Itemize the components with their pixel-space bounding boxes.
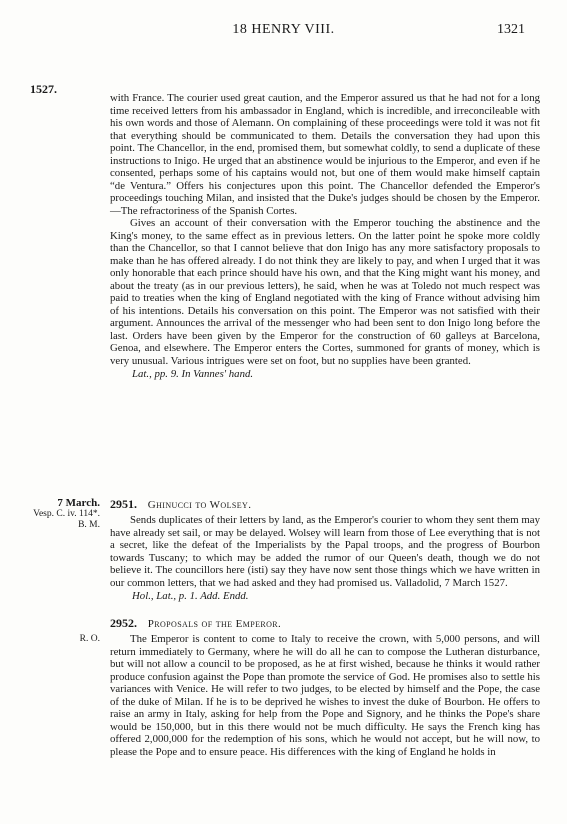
entry-2952-body: The Emperor is content to come to Italy to receive the crown, with 5,000 persons, and will return immediately to Germany, where he will do all he can to compose the Lutheran disturbance, but will not allow a council to be proposed, as he at first wished, because he thinks it would rather produce confusion against the Pope than promote the service of God. He promises also to settle his variances with Venice. He will refer to two judges, to be elected by himself and the Pope, the case of the duke of Milan. If he is to be deprived he wishes to invest the duke of Bourbon. He offers to raise an army in Italy, asking for help from the Pope and Signory, and he thinks the Pope's share would be 150,000, but in this there would not be much difficulty. He says the French king has offered 2,000,000 for the redemption of his sons, which he would not accept, but he will now, to please the Pope and to ensure peace. His differences with the king of England he holds in xyxy=(110,633,540,758)
running-title: 18 HENRY VIII. xyxy=(232,22,335,37)
entry-2951-number: 2951. xyxy=(110,497,137,511)
entry-2951-location: B. M. xyxy=(78,520,100,530)
entry-2952-title: Proposals of the Emperor. xyxy=(147,618,282,630)
entry-2951-date: 7 March. xyxy=(57,497,100,509)
entry-2951-reference: Vesp. C. iv. 114*. xyxy=(33,509,100,519)
entry-2952-margin xyxy=(30,634,100,645)
entry-2952-number: 2952. xyxy=(110,616,137,630)
entry-2950-paragraph-1: with France. The courier used great caution, and the Emperor assured us that he had not for a long time received letters from his ambassador in England, which is incredible, and irreconcileable with his own words and those of Alemann. On complaining of these proceedings were told it was not fit that everything should be communicated to them. Details the conversation they had upon this point. The Chancellor, in the end, promised them, but somewhat coldly, to send a duplicate of these instructions to Inigo. He urged that an abstinence would be injurious to the Emperor, and even if he consented, perhaps some of his captains would not, but one of them would make himself captain “de Ventura.” Offers his conjectures upon this point. The Chancellor defended the Emperor's proceedings touching Milan, and insisted that the Duke's judges should be chosen by the Emperor.—The refractoriness of the Spanish Cortes. xyxy=(110,92,540,217)
entry-2951-heading xyxy=(110,498,540,512)
entry-2951-body: Sends duplicates of their letters by land, as the Emperor's courier to whom they sent them may have already set sail, or may be delayed. Wolsey will learn from those of Lee everything that is not a secret, like the defeat of the Imperialists by the Papal troops, and the progress of Bourbon towards Tuscany; to which may be added the rumor of our Queen's death, though we do not believe it. The councillors here (isti) say they have now sent those things which we have written in our common letters, that we had asked and they had promised us. Valladolid, 7 March 1527. xyxy=(110,514,540,589)
entry-2952-heading xyxy=(110,617,540,631)
entry-2950-source: Lat., pp. 9. In Vannes' hand. xyxy=(132,368,254,380)
entry-2951-title: Ghinucci to Wolsey. xyxy=(147,499,252,511)
entry-2951-source: Hol., Lat., p. 1. Add. Endd. xyxy=(132,590,249,602)
entry-2951 xyxy=(110,498,540,603)
page-number: 1321 xyxy=(497,22,525,37)
entry-2951-margin xyxy=(30,498,100,531)
entry-2950-continuation xyxy=(110,92,540,381)
year-marker: 1527. xyxy=(30,82,57,96)
entry-2950-paragraph-2: Gives an account of their conversation with the Emperor touching the abstinence and the King's money, to the same effect as in previous letters. On the latter point he spoke more coldly than the Chancellor, so that I cannot believe that don Inigo has any more satisfactory proposals to make than he has offered already. I do not think they are likely to pay, and when I urged that it was only honorable that each prince should have his own, and that the King might want his money, and about the treaty (as in our previous letters), he said, when he was at Toledo not much respect was paid to treaties when the king of England negotiated with the king of France without advising him of his intentions. Details his conversation on this point. The Emperor was not satisfied with their argument. Announces the arrival of the messenger who had been sent to don Inigo long before the last. Orders have been given by the Emperor for the construction of 60 galleys at Barcelona, Genoa, and elsewhere. The Emperor enters the Cortes, summoned for grants of money, which is very unusual. Various intrigues were set on foot, but no supplies have been granted. xyxy=(110,217,540,367)
entry-2952-location: R. O. xyxy=(79,634,100,644)
entry-2952 xyxy=(110,617,540,758)
page-header xyxy=(0,22,567,42)
